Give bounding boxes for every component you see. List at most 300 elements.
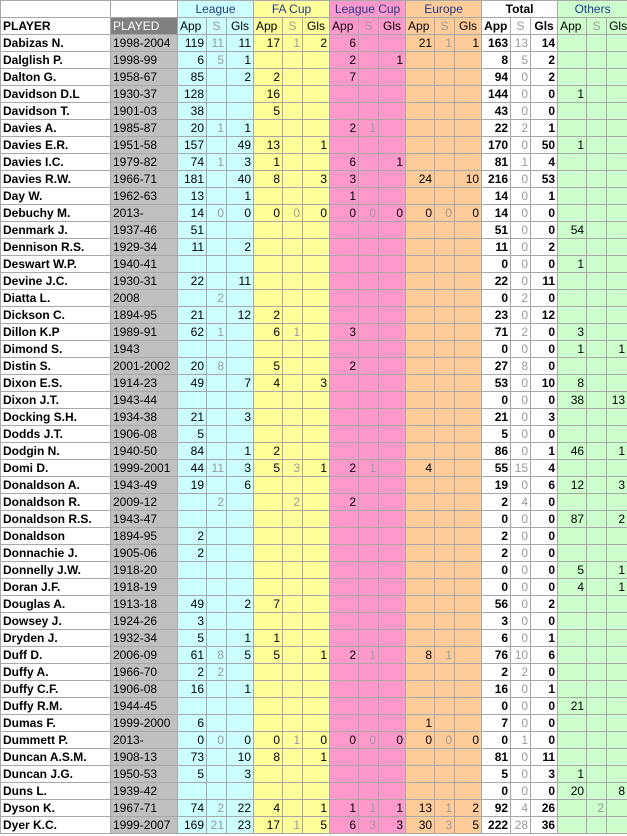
played-years: 1940-50: [111, 443, 178, 460]
others-gls-cell: 8: [607, 783, 627, 800]
fa-cup-app-cell: [254, 579, 283, 596]
player-name: Duffy R.M.: [1, 698, 111, 715]
total-gls-cell: 0: [531, 324, 558, 341]
others-s-cell: [587, 256, 607, 273]
league-cup-s-cell: 0: [359, 205, 379, 222]
table-body: [1, 35, 627, 834]
player-name: Dyson K.: [1, 800, 111, 817]
played-years: 1962-63: [111, 188, 178, 205]
total-s-cell: 0: [511, 256, 531, 273]
fa-cup-app-cell: [254, 562, 283, 579]
league-cup-app-cell: 3: [330, 171, 359, 188]
league-app-cell: 2: [178, 664, 207, 681]
others-gls-cell: [607, 528, 627, 545]
total-s-cell: 0: [511, 86, 531, 103]
others-gls-cell: [607, 324, 627, 341]
others-app-cell: [558, 596, 587, 613]
league-cup-app-cell: 2: [330, 494, 359, 511]
others-gls-cell: [607, 545, 627, 562]
league-cup-s-cell: [359, 392, 379, 409]
league-cup-gls-cell: [379, 511, 406, 528]
fa-cup-gls-cell: [303, 290, 330, 307]
league-cup-app-cell: 6: [330, 35, 359, 52]
europe-app-cell: [406, 783, 435, 800]
league-cup-s-cell: [359, 35, 379, 52]
others-s-cell: [587, 154, 607, 171]
league-cup-s-cell: [359, 137, 379, 154]
player-name: Dummett P.: [1, 732, 111, 749]
table-row: [1, 766, 627, 783]
europe-app-cell: [406, 545, 435, 562]
fa-cup-s-cell: [283, 171, 303, 188]
league-gls-cell: [227, 358, 254, 375]
others-gls-cell: [607, 86, 627, 103]
others-gls-cell: [607, 664, 627, 681]
played-years: 2013-: [111, 732, 178, 749]
fa-cup-s-cell: [283, 800, 303, 817]
total-gls-cell: 36: [531, 817, 558, 834]
others-gls-cell: [607, 375, 627, 392]
league-s-cell: [207, 103, 227, 120]
league-cup-gls-cell: [379, 103, 406, 120]
fa-cup-gls-cell: [303, 341, 330, 358]
table-row: [1, 426, 627, 443]
column-header-s: S: [435, 18, 455, 35]
total-app-cell: 81: [482, 749, 511, 766]
fa-cup-app-cell: 7: [254, 596, 283, 613]
player-name: Donaldson R.: [1, 494, 111, 511]
europe-gls-cell: [455, 749, 482, 766]
league-app-cell: 19: [178, 477, 207, 494]
fa-cup-app-cell: [254, 477, 283, 494]
total-gls-cell: 1: [531, 188, 558, 205]
others-app-cell: [558, 715, 587, 732]
player-name: Duffy C.F.: [1, 681, 111, 698]
fa-cup-app-cell: [254, 239, 283, 256]
league-cup-gls-cell: [379, 188, 406, 205]
europe-gls-cell: [455, 69, 482, 86]
fa-cup-app-cell: [254, 545, 283, 562]
played-years: 1950-53: [111, 766, 178, 783]
europe-app-cell: [406, 239, 435, 256]
fa-cup-gls-cell: [303, 120, 330, 137]
league-app-cell: 157: [178, 137, 207, 154]
total-s-cell: 13: [511, 35, 531, 52]
league-cup-s-cell: [359, 358, 379, 375]
europe-gls-cell: 0: [455, 732, 482, 749]
europe-gls-cell: [455, 494, 482, 511]
played-years: 1918-19: [111, 579, 178, 596]
column-header-app: App: [178, 18, 207, 35]
fa-cup-app-cell: [254, 52, 283, 69]
others-s-cell: [587, 341, 607, 358]
europe-app-cell: [406, 596, 435, 613]
fa-cup-gls-cell: [303, 630, 330, 647]
player-name: Douglas A.: [1, 596, 111, 613]
others-app-cell: 1: [558, 256, 587, 273]
europe-s-cell: [435, 290, 455, 307]
europe-s-cell: [435, 409, 455, 426]
fa-cup-app-cell: [254, 766, 283, 783]
europe-gls-cell: [455, 630, 482, 647]
table-row: [1, 800, 627, 817]
total-gls-cell: 0: [531, 732, 558, 749]
others-s-cell: [587, 392, 607, 409]
league-gls-cell: 3: [227, 409, 254, 426]
player-name: Dixon E.S.: [1, 375, 111, 392]
total-gls-cell: 0: [531, 562, 558, 579]
others-s-cell: [587, 120, 607, 137]
fa-cup-gls-cell: [303, 528, 330, 545]
total-gls-cell: 3: [531, 766, 558, 783]
fa-cup-gls-cell: [303, 562, 330, 579]
fa-cup-s-cell: [283, 511, 303, 528]
total-gls-cell: 1: [531, 120, 558, 137]
league-cup-app-cell: 3: [330, 324, 359, 341]
league-cup-app-cell: 2: [330, 460, 359, 477]
fa-cup-s-cell: [283, 715, 303, 732]
fa-cup-gls-cell: [303, 256, 330, 273]
europe-app-cell: [406, 52, 435, 69]
total-s-cell: 0: [511, 69, 531, 86]
europe-app-cell: [406, 477, 435, 494]
total-s-cell: 28: [511, 817, 531, 834]
player-name: Donnachie J.: [1, 545, 111, 562]
league-s-cell: 1: [207, 324, 227, 341]
fa-cup-s-cell: [283, 681, 303, 698]
others-s-cell: [587, 749, 607, 766]
league-s-cell: 11: [207, 460, 227, 477]
played-years: 2009-12: [111, 494, 178, 511]
total-gls-cell: 0: [531, 511, 558, 528]
europe-gls-cell: [455, 222, 482, 239]
others-gls-cell: [607, 35, 627, 52]
fa-cup-gls-cell: 1: [303, 800, 330, 817]
others-gls-cell: [607, 69, 627, 86]
table-row: [1, 358, 627, 375]
others-app-cell: [558, 188, 587, 205]
europe-app-cell: [406, 562, 435, 579]
europe-s-cell: [435, 307, 455, 324]
league-cup-app-cell: 2: [330, 647, 359, 664]
player-name: Duffy A.: [1, 664, 111, 681]
column-header-gls: Gls: [531, 18, 558, 35]
table-row: [1, 86, 627, 103]
league-cup-app-cell: 0: [330, 205, 359, 222]
europe-app-cell: [406, 69, 435, 86]
fa-cup-app-cell: [254, 664, 283, 681]
europe-gls-cell: [455, 681, 482, 698]
fa-cup-app-cell: 13: [254, 137, 283, 154]
others-app-cell: [558, 426, 587, 443]
fa-cup-s-cell: [283, 596, 303, 613]
europe-app-cell: [406, 579, 435, 596]
total-s-cell: 1: [511, 732, 531, 749]
total-app-cell: 5: [482, 766, 511, 783]
europe-s-cell: [435, 528, 455, 545]
league-s-cell: 1: [207, 120, 227, 137]
fa-cup-gls-cell: [303, 52, 330, 69]
league-cup-gls-cell: [379, 528, 406, 545]
played-years: 1958-67: [111, 69, 178, 86]
league-cup-app-cell: [330, 511, 359, 528]
league-s-cell: 2: [207, 800, 227, 817]
europe-s-cell: [435, 426, 455, 443]
europe-s-cell: [435, 137, 455, 154]
others-gls-cell: [607, 358, 627, 375]
europe-gls-cell: [455, 409, 482, 426]
group-header-row: [1, 1, 627, 18]
fa-cup-s-cell: 1: [283, 817, 303, 834]
column-header-gls: Gls: [379, 18, 406, 35]
league-app-cell: [178, 579, 207, 596]
player-name: Donaldson R.S.: [1, 511, 111, 528]
league-s-cell: [207, 477, 227, 494]
league-s-cell: [207, 86, 227, 103]
total-gls-cell: 0: [531, 579, 558, 596]
others-s-cell: [587, 375, 607, 392]
table-row: [1, 528, 627, 545]
europe-gls-cell: [455, 103, 482, 120]
europe-s-cell: [435, 188, 455, 205]
league-app-cell: 74: [178, 154, 207, 171]
fa-cup-app-cell: [254, 188, 283, 205]
fa-cup-app-cell: [254, 392, 283, 409]
total-s-cell: 0: [511, 392, 531, 409]
fa-cup-app-cell: 8: [254, 171, 283, 188]
league-app-cell: [178, 698, 207, 715]
fa-cup-s-cell: [283, 154, 303, 171]
league-cup-app-cell: [330, 222, 359, 239]
others-s-cell: [587, 698, 607, 715]
played-years: 1944-45: [111, 698, 178, 715]
fa-cup-gls-cell: [303, 664, 330, 681]
total-s-cell: 0: [511, 596, 531, 613]
total-app-cell: 21: [482, 409, 511, 426]
total-app-cell: 144: [482, 86, 511, 103]
total-gls-cell: 0: [531, 392, 558, 409]
table-row: [1, 749, 627, 766]
europe-s-cell: [435, 562, 455, 579]
fa-cup-app-cell: [254, 409, 283, 426]
league-gls-cell: 12: [227, 307, 254, 324]
fa-cup-gls-cell: 1: [303, 137, 330, 154]
total-s-cell: 0: [511, 511, 531, 528]
others-s-cell: [587, 205, 607, 222]
fa-cup-s-cell: [283, 647, 303, 664]
total-app-cell: 0: [482, 732, 511, 749]
table-row: [1, 256, 627, 273]
league-cup-app-cell: [330, 409, 359, 426]
league-gls-cell: 11: [227, 35, 254, 52]
europe-app-cell: [406, 256, 435, 273]
played-years: 1905-06: [111, 545, 178, 562]
europe-s-cell: [435, 460, 455, 477]
league-cup-app-cell: [330, 562, 359, 579]
others-s-cell: [587, 443, 607, 460]
europe-gls-cell: [455, 307, 482, 324]
fa-cup-s-cell: [283, 222, 303, 239]
league-s-cell: 5: [207, 52, 227, 69]
total-app-cell: 14: [482, 188, 511, 205]
others-gls-cell: [607, 290, 627, 307]
league-cup-gls-cell: [379, 290, 406, 307]
total-s-cell: 0: [511, 477, 531, 494]
total-gls-cell: 0: [531, 290, 558, 307]
europe-gls-cell: [455, 460, 482, 477]
europe-gls-cell: [455, 341, 482, 358]
others-app-cell: [558, 239, 587, 256]
played-years: 2008: [111, 290, 178, 307]
fa-cup-app-cell: [254, 681, 283, 698]
europe-gls-cell: [455, 290, 482, 307]
others-app-cell: 38: [558, 392, 587, 409]
league-s-cell: [207, 171, 227, 188]
others-gls-cell: [607, 307, 627, 324]
league-cup-s-cell: [359, 528, 379, 545]
others-s-cell: [587, 783, 607, 800]
league-cup-gls-cell: [379, 375, 406, 392]
others-app-cell: [558, 732, 587, 749]
europe-s-cell: [435, 545, 455, 562]
europe-s-cell: [435, 239, 455, 256]
total-s-cell: 0: [511, 528, 531, 545]
league-cup-gls-cell: [379, 562, 406, 579]
others-app-cell: [558, 35, 587, 52]
others-app-cell: [558, 647, 587, 664]
league-s-cell: [207, 273, 227, 290]
played-years: 1999-2000: [111, 715, 178, 732]
europe-s-cell: [435, 715, 455, 732]
league-s-cell: [207, 443, 227, 460]
table-row: [1, 443, 627, 460]
player-name: Devine J.C.: [1, 273, 111, 290]
player-name: Dixon J.T.: [1, 392, 111, 409]
league-cup-app-cell: 0: [330, 732, 359, 749]
column-header-s: S: [283, 18, 303, 35]
others-gls-cell: [607, 273, 627, 290]
fa-cup-app-cell: 4: [254, 800, 283, 817]
league-cup-s-cell: [359, 766, 379, 783]
europe-app-cell: [406, 392, 435, 409]
league-s-cell: [207, 528, 227, 545]
fa-cup-gls-cell: [303, 613, 330, 630]
league-cup-gls-cell: [379, 256, 406, 273]
europe-s-cell: [435, 392, 455, 409]
league-cup-gls-cell: [379, 239, 406, 256]
table-row: [1, 698, 627, 715]
league-s-cell: [207, 256, 227, 273]
total-app-cell: 23: [482, 307, 511, 324]
others-app-cell: 12: [558, 477, 587, 494]
europe-gls-cell: [455, 698, 482, 715]
fa-cup-s-cell: [283, 290, 303, 307]
others-gls-cell: [607, 596, 627, 613]
total-s-cell: 0: [511, 409, 531, 426]
league-cup-s-cell: [359, 477, 379, 494]
europe-app-cell: [406, 443, 435, 460]
europe-app-cell: [406, 188, 435, 205]
table-row: [1, 154, 627, 171]
player-name: Distin S.: [1, 358, 111, 375]
league-gls-cell: [227, 290, 254, 307]
league-gls-cell: 1: [227, 443, 254, 460]
league-cup-s-cell: [359, 69, 379, 86]
league-cup-s-cell: [359, 256, 379, 273]
total-app-cell: 11: [482, 239, 511, 256]
league-app-cell: 20: [178, 120, 207, 137]
player-name: Dalton G.: [1, 69, 111, 86]
league-s-cell: [207, 698, 227, 715]
league-gls-cell: [227, 222, 254, 239]
league-cup-gls-cell: [379, 766, 406, 783]
total-gls-cell: 0: [531, 426, 558, 443]
others-app-cell: [558, 681, 587, 698]
fa-cup-gls-cell: [303, 545, 330, 562]
total-app-cell: 0: [482, 392, 511, 409]
league-cup-gls-cell: [379, 783, 406, 800]
total-gls-cell: 0: [531, 613, 558, 630]
league-cup-gls-cell: [379, 137, 406, 154]
others-gls-cell: 3: [607, 477, 627, 494]
fa-cup-s-cell: [283, 273, 303, 290]
league-cup-s-cell: [359, 783, 379, 800]
total-gls-cell: 2: [531, 596, 558, 613]
fa-cup-gls-cell: 5: [303, 817, 330, 834]
league-app-cell: [178, 392, 207, 409]
others-s-cell: [587, 460, 607, 477]
europe-gls-cell: [455, 664, 482, 681]
played-years: 1998-99: [111, 52, 178, 69]
total-gls-cell: 0: [531, 494, 558, 511]
player-name: Denmark J.: [1, 222, 111, 239]
total-gls-cell: 53: [531, 171, 558, 188]
total-gls-cell: 14: [531, 35, 558, 52]
league-cup-s-cell: [359, 324, 379, 341]
europe-s-cell: [435, 69, 455, 86]
europe-app-cell: [406, 103, 435, 120]
others-app-cell: [558, 494, 587, 511]
league-app-cell: 6: [178, 52, 207, 69]
player-name: Dodgin N.: [1, 443, 111, 460]
column-header-player: PLAYER: [1, 18, 111, 35]
europe-s-cell: [435, 222, 455, 239]
europe-app-cell: [406, 86, 435, 103]
league-cup-gls-cell: [379, 409, 406, 426]
league-s-cell: 1: [207, 154, 227, 171]
total-app-cell: 2: [482, 664, 511, 681]
fa-cup-gls-cell: [303, 188, 330, 205]
league-app-cell: 20: [178, 358, 207, 375]
league-s-cell: 2: [207, 494, 227, 511]
player-name: Docking S.H.: [1, 409, 111, 426]
fa-cup-s-cell: [283, 137, 303, 154]
table-row: [1, 783, 627, 800]
table-row: [1, 205, 627, 222]
others-s-cell: [587, 732, 607, 749]
total-app-cell: 163: [482, 35, 511, 52]
others-s-cell: [587, 545, 607, 562]
league-s-cell: 21: [207, 817, 227, 834]
europe-s-cell: [435, 477, 455, 494]
league-app-cell: 73: [178, 749, 207, 766]
fa-cup-app-cell: 1: [254, 630, 283, 647]
total-gls-cell: 11: [531, 749, 558, 766]
league-s-cell: [207, 69, 227, 86]
fa-cup-s-cell: [283, 392, 303, 409]
europe-gls-cell: [455, 120, 482, 137]
league-gls-cell: 1: [227, 188, 254, 205]
